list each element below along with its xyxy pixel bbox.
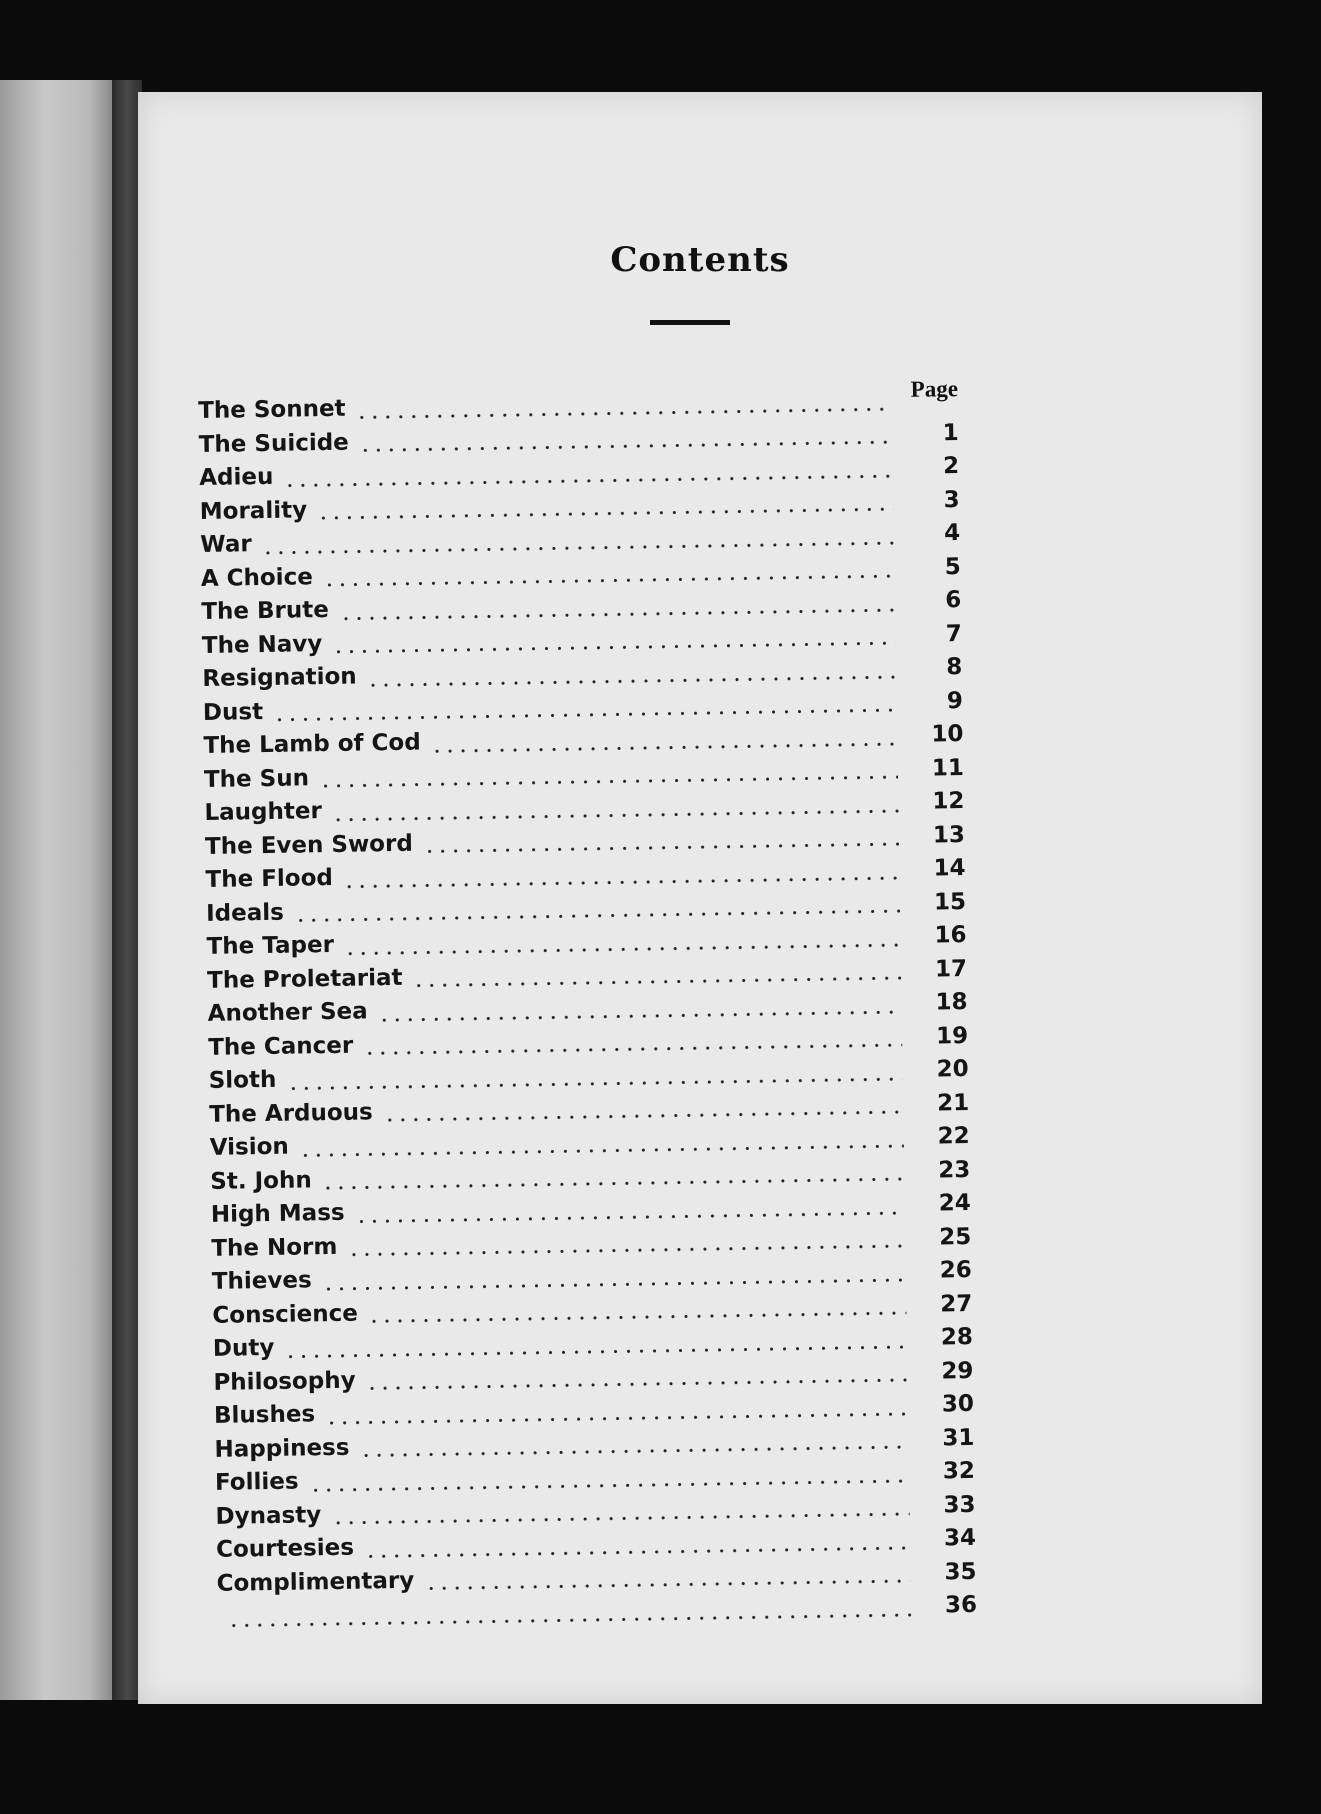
entry-title: St. John: [210, 1166, 312, 1195]
entry-title: The Sonnet: [198, 395, 346, 424]
entry-title: The Even Sword: [204, 830, 414, 860]
entry-page-number: 7: [945, 620, 962, 647]
dot-leader: [368, 1309, 907, 1325]
entry-page-number: 2: [942, 453, 960, 480]
entry-title: War: [200, 531, 252, 558]
entry-page-number: 14: [933, 855, 966, 882]
entry-page-number: 28: [940, 1323, 974, 1351]
entry-title: Duty: [212, 1334, 275, 1362]
dot-leader: [331, 1510, 909, 1527]
entry-title: The Suicide: [198, 429, 349, 458]
dot-leader: [299, 1142, 904, 1160]
dot-leader: [273, 706, 897, 724]
entry-title: Philosophy: [213, 1367, 356, 1396]
dot-leader: [360, 1443, 909, 1460]
entry-page-number: 33: [943, 1491, 976, 1518]
entry-title: The Taper: [206, 931, 335, 960]
entry-title: The Flood: [205, 864, 334, 893]
entry-title: The Navy: [201, 630, 323, 659]
dot-leader: [383, 1108, 904, 1124]
dot-leader: [366, 1376, 908, 1393]
dot-leader: [356, 405, 893, 421]
entry-title: The Brute: [201, 596, 330, 625]
entry-page-number: 25: [939, 1223, 972, 1250]
dot-leader: [325, 1410, 908, 1427]
entry-page-number: 17: [934, 955, 968, 982]
dot-leader: [322, 1175, 905, 1192]
entry-title: High Mass: [210, 1199, 345, 1228]
entry-page-number: 22: [937, 1122, 970, 1150]
entry-title: Conscience: [212, 1300, 359, 1329]
entry-title: The Sun: [203, 764, 310, 793]
dot-leader: [283, 472, 893, 490]
entry-title: Complimentary: [216, 1567, 415, 1597]
entry-page-number: 15: [933, 888, 967, 916]
entry-page-number: 8: [946, 654, 963, 681]
entry-page-number: 32: [942, 1457, 976, 1485]
entry-page-number: 4: [943, 520, 961, 547]
entry-page-number: 1: [942, 419, 959, 446]
dot-leader: [347, 1242, 905, 1259]
entry-title: Blushes: [213, 1401, 316, 1429]
entry-title: Resignation: [202, 663, 357, 692]
entry-page-number: 13: [932, 821, 966, 849]
left-page-edge: [0, 80, 112, 1700]
entry-page-number: 35: [944, 1558, 977, 1585]
entry-page-number: 31: [942, 1424, 975, 1451]
toc-list: [198, 376, 978, 1637]
page-column-header: Page: [910, 376, 959, 402]
entry-page-number: 20: [936, 1055, 969, 1083]
entry-title: Courtesies: [215, 1534, 355, 1563]
entry-title: The Norm: [211, 1233, 338, 1262]
dot-leader: [286, 1075, 902, 1093]
entry-title: The Arduous: [209, 1098, 373, 1128]
entry-title: Morality: [199, 496, 308, 525]
entry-title: Sloth: [208, 1066, 277, 1094]
entry-title: Adieu: [199, 463, 274, 491]
entry-page-number: 10: [931, 721, 964, 748]
entry-title: Happiness: [214, 1434, 350, 1463]
entry-page-number: 26: [939, 1256, 972, 1284]
dot-leader: [339, 606, 896, 623]
entry-page-number: 6: [945, 587, 962, 614]
dot-leader: [367, 673, 897, 689]
title-rule: [650, 320, 730, 325]
dot-leader: [332, 807, 899, 824]
dot-leader: [413, 974, 902, 990]
entry-page-number: 30: [941, 1390, 975, 1418]
dot-leader: [332, 639, 896, 656]
entry-page-number: 16: [934, 921, 967, 949]
entry-page-number: 9: [946, 687, 964, 714]
entry-title: Follies: [214, 1468, 299, 1496]
dot-leader: [322, 1276, 906, 1293]
entry-title: Thieves: [211, 1267, 312, 1295]
entry-title: Laughter: [204, 798, 323, 826]
entry-title: Ideals: [205, 899, 285, 927]
dot-leader: [323, 572, 895, 589]
contents-page: [138, 92, 1262, 1704]
dot-leader: [319, 773, 898, 790]
entry-title: The Lamb of Cod: [203, 729, 421, 759]
entry-page-number: 24: [938, 1189, 971, 1217]
entry-title: Dust: [202, 698, 264, 726]
dot-leader: [294, 907, 900, 925]
entry-page-number: 27: [940, 1290, 973, 1317]
entry-page-number: 12: [932, 788, 965, 815]
entry-page-number: 19: [935, 1022, 969, 1049]
entry-title: The Proletariat: [206, 964, 403, 994]
dot-leader: [364, 1544, 910, 1561]
dot-leader: [343, 874, 900, 891]
entry-page-number: 18: [935, 988, 968, 1016]
dot-leader: [378, 1008, 902, 1024]
dot-leader: [423, 840, 899, 855]
entry-page-number: 21: [936, 1089, 970, 1116]
entry-title: The Cancer: [207, 1032, 354, 1061]
entry-page-number: 36: [944, 1591, 978, 1619]
entry-title: A Choice: [200, 563, 314, 592]
dot-leader: [363, 1041, 902, 1057]
entry-page-number: 3: [943, 486, 960, 513]
dot-leader: [355, 1209, 905, 1226]
entry-page-number: 29: [941, 1357, 974, 1384]
dot-leader: [424, 1577, 910, 1593]
entry-page-number: 23: [937, 1156, 971, 1183]
dot-leader: [359, 438, 893, 454]
entry-page-number: [892, 406, 958, 407]
page-title: Contents: [610, 240, 790, 280]
dot-leader: [344, 941, 901, 958]
entry-title: Another Sea: [207, 998, 368, 1027]
dot-leader: [431, 740, 898, 755]
entry-page-number: 11: [931, 754, 965, 782]
entry-title: Dynasty: [215, 1501, 322, 1530]
dot-leader: [317, 505, 894, 522]
dot-leader: [284, 1343, 907, 1361]
dot-leader: [262, 539, 895, 557]
dot-leader: [227, 1611, 911, 1630]
entry-page-number: 5: [944, 553, 961, 580]
dot-leader: [309, 1477, 910, 1494]
entry-title: Vision: [209, 1133, 290, 1161]
entry-page-number: 34: [943, 1524, 977, 1552]
